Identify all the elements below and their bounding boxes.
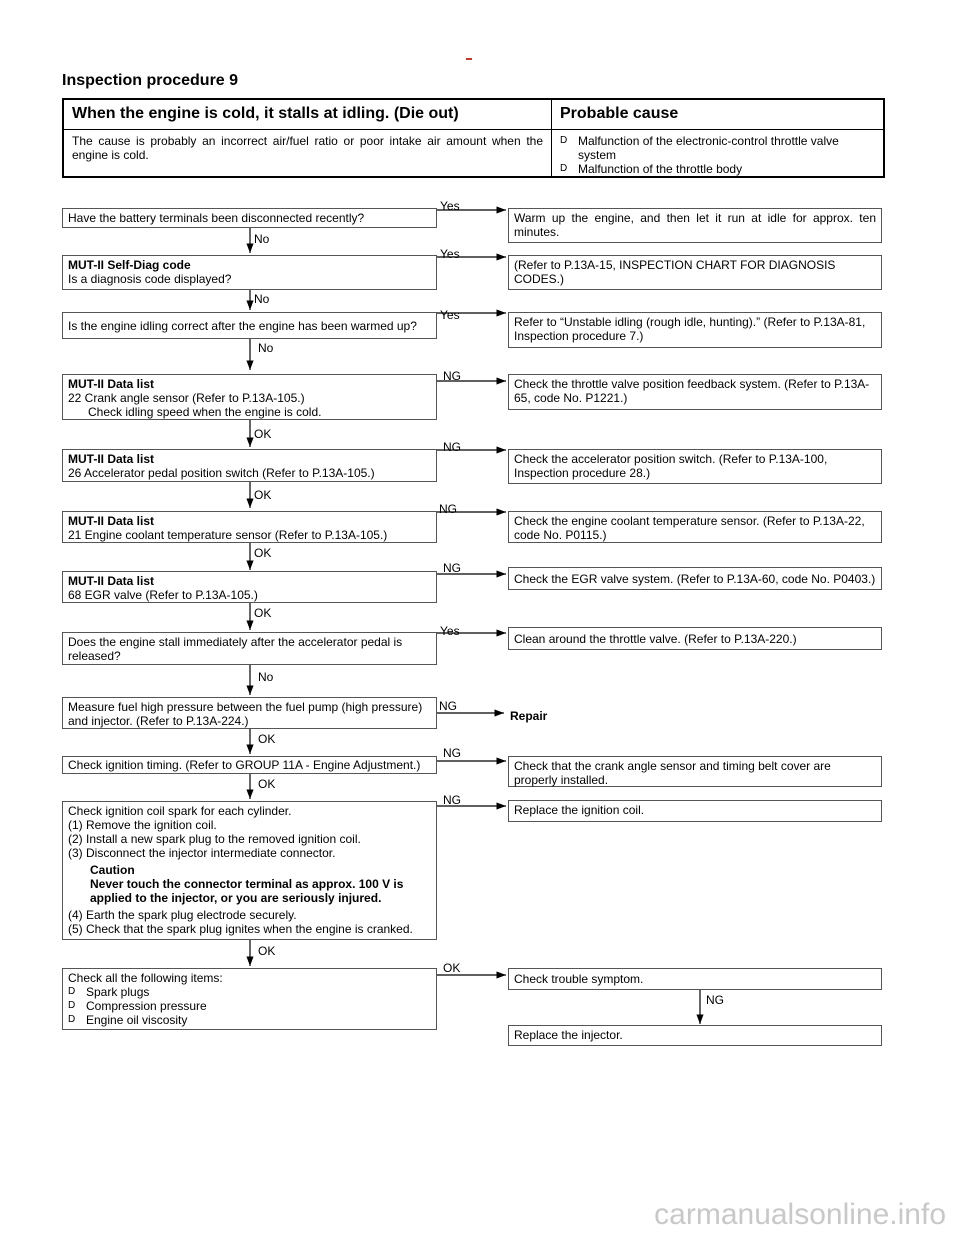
yes-label: Yes xyxy=(440,624,460,638)
ok-label: OK xyxy=(443,961,461,975)
ng-label: NG xyxy=(443,793,461,807)
bullet-icon: D xyxy=(68,1014,76,1025)
ok-label: OK xyxy=(254,488,272,502)
result-crank-sensor: Check that the crank angle sensor and timing belt cover are properly installed. xyxy=(508,756,882,787)
step-battery: Have the battery terminals been disconnected recently? xyxy=(62,208,437,228)
step-egr-valve: MUT-II Data list 68 EGR valve (Refer to P.13A-105.) xyxy=(62,571,437,603)
ng-label: NG xyxy=(443,440,461,454)
ng-label: NG xyxy=(706,993,724,1007)
bullet-icon: D xyxy=(560,135,568,146)
bullet-icon: D xyxy=(68,986,76,997)
ok-label: OK xyxy=(258,944,276,958)
result-trouble-symptom: Check trouble symptom. xyxy=(508,968,882,990)
list-item: D Spark plugs xyxy=(68,985,150,999)
yes-label: Yes xyxy=(440,247,460,261)
ok-label: OK xyxy=(258,777,276,791)
step-check-items: Check all the following items: D Spark plugs D Compression pressure D Engine oil viscosity xyxy=(62,968,437,1030)
watermark: carmanualsonline.info xyxy=(654,1198,946,1231)
ok-label: OK xyxy=(258,732,276,746)
step-self-diag: MUT-II Self-Diag code Is a diagnosis code displayed? xyxy=(62,255,437,290)
ok-label: OK xyxy=(254,606,272,620)
ng-label: NG xyxy=(439,502,457,516)
no-label: No xyxy=(254,232,270,246)
step-ignition-coil: Check ignition coil spark for each cylinder. (1) Remove the ignition coil. (2) Install a new spark plug to the removed ignition coil. (3) Disconnect the injector intermediate connector. Caution Never touch the connector terminal as approx. 100 V is applied to the injector, or you are seriously injured. (4) Earth the spark plug electrode securely. (5) Check that the spark plug ignites when the engine is cranked. xyxy=(62,801,437,940)
cause-title: Probable cause xyxy=(552,100,883,130)
step-idle-check: Is the engine idling correct after the engine has been warmed up? xyxy=(62,312,437,339)
step-fuel-pressure: Measure fuel high pressure between the fuel pump (high pressure) and injector. (Refer to P.13A-224.) xyxy=(62,697,437,729)
ng-label: NG xyxy=(439,699,457,713)
symptom-title: When the engine is cold, it stalls at idling. (Die out) xyxy=(64,100,551,130)
ok-label: OK xyxy=(254,427,272,441)
result-egr-system: Check the EGR valve system. (Refer to P.13A-60, code No. P0403.) xyxy=(508,567,882,590)
bullet-icon: D xyxy=(560,163,568,174)
step-ignition-timing: Check ignition timing. (Refer to GROUP 11A - Engine Adjustment.) xyxy=(62,756,437,774)
no-label: No xyxy=(254,292,270,306)
step-accel-switch: MUT-II Data list 26 Accelerator pedal position switch (Refer to P.13A-105.) xyxy=(62,449,437,482)
step-coolant-sensor: MUT-II Data list 21 Engine coolant temperature sensor (Refer to P.13A-105.) xyxy=(62,511,437,543)
result-replace-coil: Replace the ignition coil. xyxy=(508,800,882,822)
result-coolant-sensor: Check the engine coolant temperature sensor. (Refer to P.13A-22, code No. P0115.) xyxy=(508,511,882,543)
cause-item: D Malfunction of the electronic-control throttle valve system xyxy=(560,134,839,162)
result-throttle-feedback: Check the throttle valve position feedback system. (Refer to P.13A-65, code No. P1221.) xyxy=(508,374,882,410)
no-label: No xyxy=(258,670,274,684)
yes-label: Yes xyxy=(440,199,460,213)
ng-label: NG xyxy=(443,746,461,760)
ng-label: NG xyxy=(443,369,461,383)
no-label: No xyxy=(258,341,274,355)
caution-note: Caution Never touch the connector terminal as approx. 100 V is applied to the injector, or you are seriously injured. xyxy=(90,863,404,905)
result-accel-switch: Check the accelerator position switch. (Refer to P.13A-100, Inspection procedure 28.) xyxy=(508,449,882,484)
result-replace-injector: Replace the injector. xyxy=(508,1025,882,1046)
cause-item: D Malfunction of the throttle body xyxy=(560,162,743,176)
symptom-text: The cause is probably an incorrect air/fuel ratio or poor intake air amount when the engine is cold. xyxy=(72,134,543,162)
result-unstable-idling: Refer to “Unstable idling (rough idle, hunting).” (Refer to P.13A-81, Inspection procedure 7.) xyxy=(508,312,882,348)
step-crank-angle: MUT-II Data list 22 Crank angle sensor (Refer to P.13A-105.) Check idling speed when the engine is cold. xyxy=(62,374,437,420)
step-stall-check: Does the engine stall immediately after the accelerator pedal is released? xyxy=(62,632,437,665)
result-warm-up: Warm up the engine, and then let it run at idle for approx. ten minutes. xyxy=(508,208,882,243)
ok-label: OK xyxy=(254,546,272,560)
bullet-icon: D xyxy=(68,1000,76,1011)
yes-label: Yes xyxy=(440,308,460,322)
result-diag-chart: (Refer to P.13A-15, INSPECTION CHART FOR DIAGNOSIS CODES.) xyxy=(508,255,882,290)
ng-label: NG xyxy=(443,561,461,575)
list-item: D Engine oil viscosity xyxy=(68,1013,188,1027)
list-item: D Compression pressure xyxy=(68,999,207,1013)
result-repair: Repair xyxy=(510,709,548,723)
page-title: Inspection procedure 9 xyxy=(62,72,239,89)
result-clean-throttle: Clean around the throttle valve. (Refer to P.13A-220.) xyxy=(508,627,882,650)
